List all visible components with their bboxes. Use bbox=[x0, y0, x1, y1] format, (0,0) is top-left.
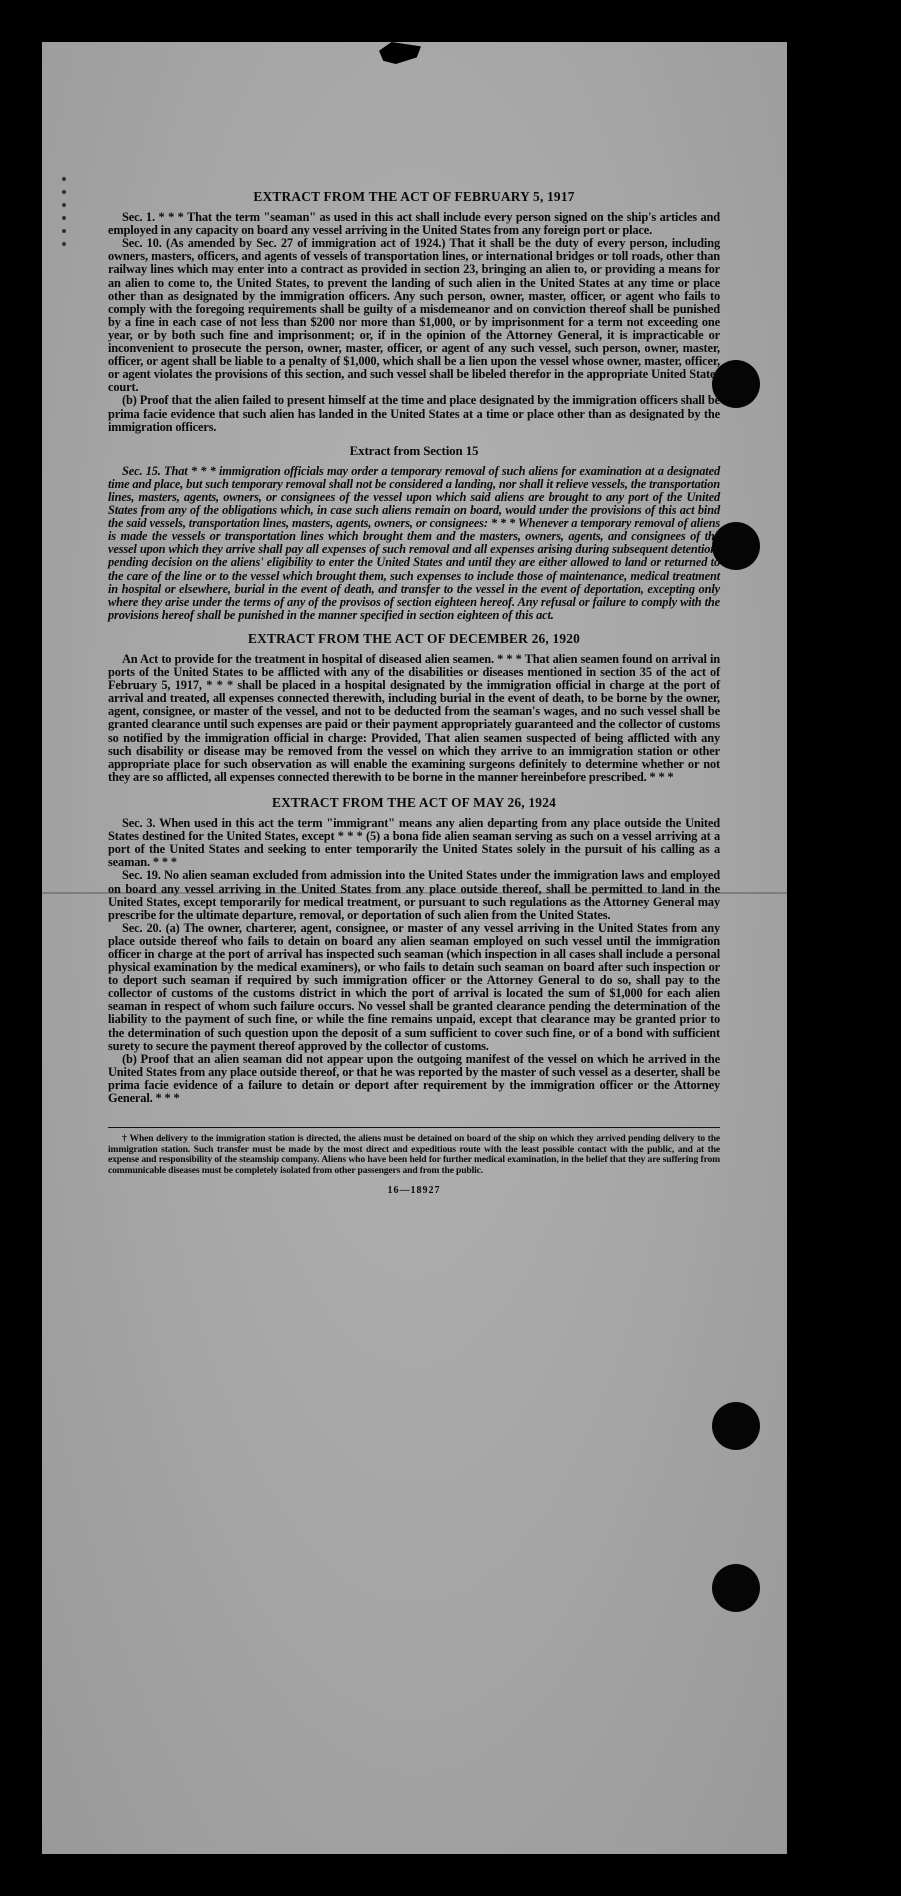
section-1: Sec. 1. * * * That the term "seaman" as used in this act shall include every person signed on the ship's articles and employed in any capacity on board any vessel arriving in the United States from any foreign port or place. bbox=[108, 210, 720, 238]
section-15: Sec. 15. That * * * immigration officials may order a temporary removal of such aliens for examination at a designated time and place, but such temporary removal shall not be considered a landing, nor shall it relieve vessels, the transportation lines, masters, agents, owners, or consignees of the vessel upon which said aliens are brought to any port of the United States from any of the obligations which, in case such aliens remain on board, would under the provisions of this act bind the said vessels, transportation lines, masters, agents, owners, or consignees: * * * Whenever a temporary removal of aliens is made the vessels or transportation lines which brought them and the masters, owners, agents, and consignees of the vessel upon which they arrive shall pay all expenses of such removal and all expenses arising during subsequent detention, pending decision on the aliens' eligibility to enter the United States and until they are either allowed to land or returned to the care of the line or to the vessel which brought them, such expenses to include those of maintenance, medical treatment in hospital or elsewhere, burial in the event of death, and transfer to the vessel in the event of deportation, excepting only where they arise under the terms of any of the provisos of section eighteen hereof. Any refusal or failure to comply with the provisions hereof shall be punished in the manner specified in section eighteen of this act. bbox=[108, 463, 720, 622]
page-number: 16—18927 bbox=[387, 1185, 441, 1197]
document-page bbox=[42, 42, 787, 1854]
section-10-b: (b) Proof that the alien failed to present himself at the time and place designated by the immigration officers shall be prima facie evidence that such alien has landed in the United States at a time or place other than as designated by the immigration officers. bbox=[108, 393, 720, 434]
section-3: Sec. 3. When used in this act the term "immigrant" means any alien departing from any place outside the United States destined for the United States, except * * * (5) a bona fide alien seaman serving as such on a vessel arriving at a port of the United States and seeking to enter temporarily the United States solely in the pursuit of his calling as a seaman. * * * bbox=[108, 816, 720, 870]
footnote-divider bbox=[108, 1127, 720, 1128]
heading-act-1917: EXTRACT FROM THE ACT OF FEBRUARY 5, 1917 bbox=[253, 189, 575, 204]
binding-marks bbox=[62, 177, 68, 255]
document-body bbox=[108, 184, 720, 1198]
punch-hole bbox=[712, 1402, 760, 1450]
torn-corner bbox=[379, 42, 421, 64]
punch-hole bbox=[712, 1564, 760, 1612]
heading-act-1924: EXTRACT FROM THE ACT OF MAY 26, 1924 bbox=[272, 794, 556, 810]
section-20: Sec. 20. (a) The owner, charterer, agent, consignee, or master of any vessel arriving in the United States from any place outside thereof who fails to detain on board any alien seaman employed on such vessel until the immigration officer in charge at the port of arrival has inspected such seaman (which inspection in all cases shall include a personal physical examination by the medical examiners), or who fails to detain such seaman on board after such inspection or to deport such seaman if required by such immigration officer or the Attorney General to do so, shall pay to the collector of customs of the customs district in which the port of arrival is located the sum of $1,000 for each alien seaman in respect of whom such failure occurs. No vessel shall be granted clearance pending the determination of the liability to the payment of such fine, or while the fine remains unpaid, except that clearance may be granted prior to the determination of such question upon the deposit of a sum sufficient to cover such fine, or of a bond with sufficient surety to secure the payment thereof approved by the collector of customs. bbox=[108, 920, 720, 1053]
section-20-b: (b) Proof that an alien seaman did not appear upon the outgoing manifest of the vessel on which he arrived in the United States from any place outside thereof, or that he was reported by the master of such vessel as a deserter, shall be prima facie evidence of a failure to detain or deport after requirement by the immigration officer or the Attorney General. * * * bbox=[108, 1051, 720, 1105]
footnote: † When delivery to the immigration station is directed, the aliens must be detained on board of the ship on which they arrived pending delivery to the immigration station. Such transfer must be made by the most direct and expeditious route with the least possible contact with the public, and at the expense and responsibility of the steamship company. Aliens who have been held for further medical examination, in the belief that they are suffering from communicable diseases must be completely isolated from other passengers and from the public. bbox=[108, 1133, 720, 1176]
section-19: Sec. 19. No alien seaman excluded from admission into the United States under the immigration laws and employed on board any vessel arriving in the United States from any place outside thereof, shall be permitted to land in the United States, except temporarily for medical treatment, or pursuant to such regulations as the Attorney General may prescribe for the ultimate departure, removal, or deportation of such alien from the United States. bbox=[108, 868, 720, 922]
section-10: Sec. 10. (As amended by Sec. 27 of immigration act of 1924.) That it shall be the duty of every person, including owners, masters, officers, and agents of vessels of transportation lines, or international bridges or toll roads, other than railway lines which may enter into a contract as provided in section 23, bringing an alien to, or providing a means for an alien to come to, the United States, to prevent the landing of such alien in the United States at any time or place other than as designated by the immigration officers. Any such person, owner, master, officer, or agent who fails to comply with the foregoing requirements shall be guilty of a misdemeanor and on conviction thereof shall be punished by a fine in each case of not less than $200 nor more than $1,000, or by imprisonment for a term not exceeding one year, or by both such fine and imprisonment; or, if in the opinion of the Attorney General, it is impracticable or inconvenient to prosecute the person, owner, master, officer, or agent of any such vessel, such person, owner, master, officer, or agent shall be liable to a penalty of $1,000, which shall be a lien upon the vessel whose owner, master, officer, or agent violates the provisions of this section, and such vessel shall be libeled therefor in the appropriate United States court. bbox=[108, 236, 720, 395]
act-1920-text: An Act to provide for the treatment in hospital of diseased alien seamen. * * * That alien seamen found on arrival in ports of the United States to be afflicted with any of the disabilities or diseases mentioned in section 35 of the act of February 5, 1917, * * * shall be placed in a hospital designated by the immigration official in charge at the port of arrival and treated, all expenses connected therewith, including burial in the event of death, to be borne by the owner, agent, consignee, or master of the vessel, and not to be deducted from the seaman's wages, and no such vessel shall be granted clearance until such expenses are paid or their payment appropriately guaranteed and the collector of customs so notified by the immigration official in charge: Provided, That alien seamen suspected of being afflicted with any such disability or disease may be removed from the vessel on which they arrive to an immigration station or other appropriate place for such observation as will enable the examining surgeons definitely to determine whether or not they are so afflicted, all expenses connected therewith to be borne in the manner hereinbefore prescribed. * * * bbox=[108, 652, 720, 784]
heading-section-15: Extract from Section 15 bbox=[349, 442, 479, 458]
heading-act-1920: EXTRACT FROM THE ACT OF DECEMBER 26, 1920 bbox=[247, 630, 581, 646]
